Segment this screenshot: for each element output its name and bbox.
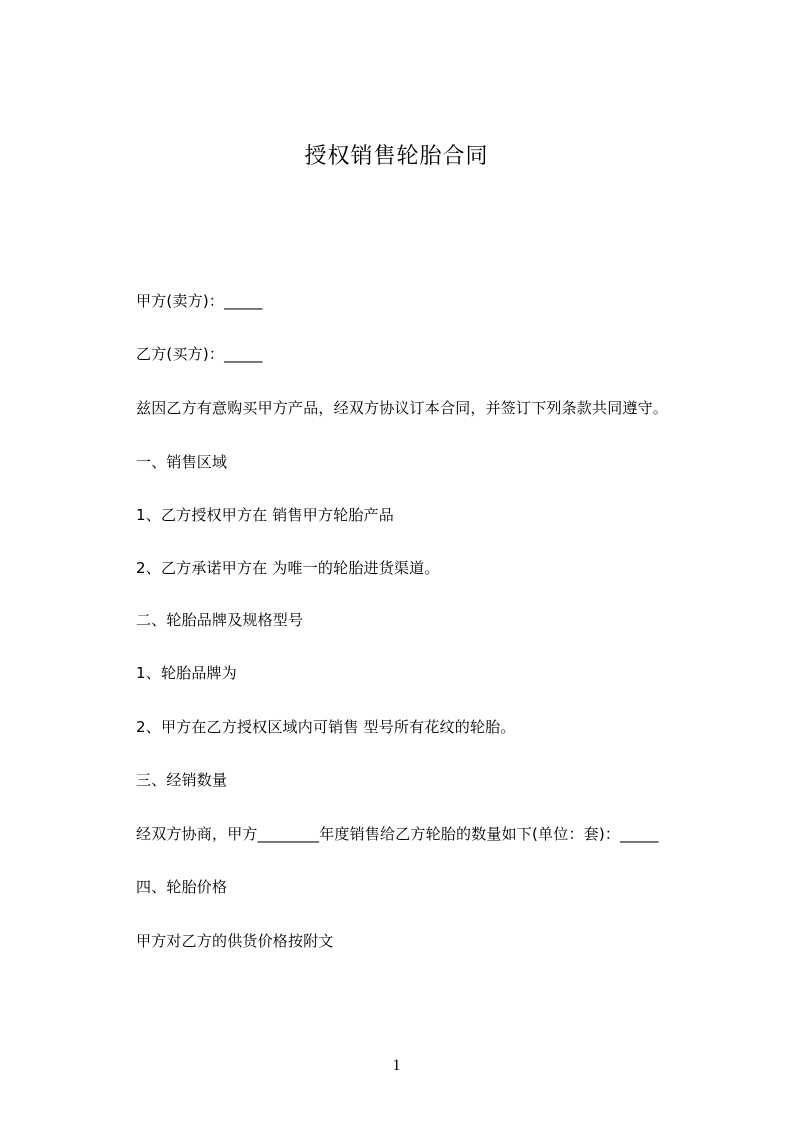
section-heading-price: 四、轮胎价格	[136, 878, 228, 896]
clause-2-1: 1、轮胎品牌为	[136, 664, 237, 682]
clause-4-text: 甲方对乙方的供货价格按附文	[136, 932, 334, 950]
section-heading-brand-spec: 二、轮胎品牌及规格型号	[136, 611, 304, 629]
clause-1-1: 1、乙方授权甲方在 销售甲方轮胎产品	[136, 506, 394, 524]
page-number: 1	[392, 1057, 401, 1074]
party-a-line: 甲方(卖方)：_____	[136, 292, 263, 310]
party-b-line: 乙方(买方)：_____	[136, 345, 263, 363]
document-title: 授权销售轮胎合同	[304, 144, 489, 169]
clause-1-2: 2、乙方承诺甲方在 为唯一的轮胎进货渠道。	[136, 559, 440, 577]
clause-3-text: 经双方协商，甲方________年度销售给乙方轮胎的数量如下(单位：套)：_____	[136, 825, 659, 843]
clause-2-2: 2、甲方在乙方授权区域内可销售 型号所有花纹的轮胎。	[136, 718, 516, 736]
preamble-paragraph: 兹因乙方有意购买甲方产品，经双方协议订本合同，并签订下列条款共同遵守。	[136, 399, 669, 417]
section-heading-quantity: 三、经销数量	[136, 771, 228, 789]
section-heading-sales-region: 一、销售区域	[136, 453, 228, 471]
